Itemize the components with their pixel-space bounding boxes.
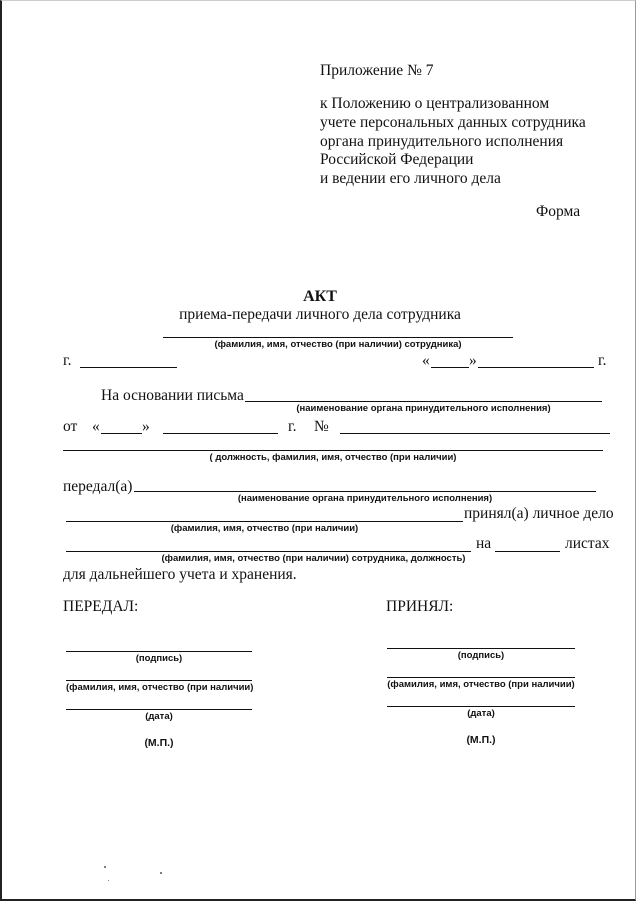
right-name-line[interactable]	[387, 677, 575, 678]
right-signature-caption: (подпись)	[457, 650, 505, 661]
city-line[interactable]	[80, 367, 177, 368]
letter-quote-open: «	[92, 418, 100, 435]
regulation-ref-line-3: органа принудительного исполнения	[320, 133, 564, 150]
document-title: АКТ	[303, 288, 337, 305]
appendix-number: Приложение № 7	[320, 62, 434, 79]
left-date-caption: (дата)	[145, 711, 173, 722]
employee-name-line[interactable]	[163, 337, 513, 338]
position-name-caption: ( должность, фамилия, имя, отчество (при наличии)	[209, 452, 457, 463]
passed-heading: ПЕРЕДАЛ:	[63, 598, 139, 615]
right-signature-line[interactable]	[387, 648, 575, 649]
sheets-count-line[interactable]	[495, 551, 560, 552]
form-label: Форма	[536, 203, 581, 220]
right-date-caption: (дата)	[467, 708, 495, 719]
letter-org-line[interactable]	[245, 401, 602, 402]
scan-speck	[108, 880, 109, 881]
day-line[interactable]	[431, 367, 469, 368]
scan-speck	[104, 866, 106, 868]
year-suffix: г.	[598, 352, 607, 369]
employee-details-caption: (фамилия, имя, отчество (при наличии) сотрудника, должность)	[161, 553, 466, 564]
left-name-caption: (фамилия, имя, отчество (при наличии)	[66, 682, 254, 693]
right-date-line[interactable]	[387, 706, 575, 707]
date-quote-close: »	[469, 352, 477, 369]
letter-number-label: №	[314, 418, 329, 435]
accepted-label: принял(а) личное дело	[464, 505, 614, 522]
letter-year-label: г.	[288, 418, 297, 435]
letter-month-line[interactable]	[163, 433, 278, 434]
left-signature-caption: (подпись)	[135, 653, 183, 664]
left-date-line[interactable]	[66, 709, 252, 710]
month-year-line[interactable]	[478, 367, 594, 368]
from-label: от	[63, 418, 78, 435]
letter-quote-close: »	[142, 418, 150, 435]
on-label: на	[476, 535, 492, 552]
left-name-line[interactable]	[66, 680, 252, 681]
position-name-line[interactable]	[63, 450, 603, 451]
regulation-ref-line-4: Российской Федерации	[320, 151, 474, 168]
right-seal-label: (М.П.)	[466, 734, 496, 746]
right-name-caption: (фамилия, имя, отчество (при наличии)	[387, 679, 575, 690]
receiver-name-caption: (фамилия, имя, отчество (при наличии)	[170, 523, 359, 534]
sheets-label: листах	[565, 535, 610, 552]
receiver-name-line[interactable]	[66, 521, 463, 522]
transfer-org-caption: (наименование органа принудительного исполнения)	[237, 493, 493, 504]
employee-name-caption: (фамилия, имя, отчество (при наличии) сотрудника)	[214, 339, 462, 350]
letter-number-line[interactable]	[340, 433, 610, 434]
left-signature-line[interactable]	[66, 651, 252, 652]
employee-details-line[interactable]	[66, 551, 471, 552]
purpose-text: для дальнейшего учета и хранения.	[63, 566, 297, 583]
date-quote-open: «	[422, 352, 430, 369]
transfer-org-line[interactable]	[134, 491, 596, 492]
letter-org-caption: (наименование органа принудительного исполнения)	[296, 403, 551, 414]
letter-day-line[interactable]	[101, 433, 142, 434]
document-subtitle: приема-передачи личного дела сотрудника	[179, 306, 461, 323]
scan-speck	[160, 872, 162, 874]
passed-label: передал(а)	[63, 478, 133, 495]
regulation-ref-line-2: учете персональных данных сотрудника	[320, 114, 586, 131]
accepted-heading: ПРИНЯЛ:	[386, 598, 454, 615]
regulation-ref-line-5: и ведении его личного дела	[320, 170, 501, 187]
regulation-ref-line-1: к Положению о централизованном	[320, 95, 550, 112]
city-prefix: г.	[63, 352, 72, 369]
left-seal-label: (М.П.)	[144, 737, 174, 749]
basis-label: На основании письма	[101, 387, 244, 404]
